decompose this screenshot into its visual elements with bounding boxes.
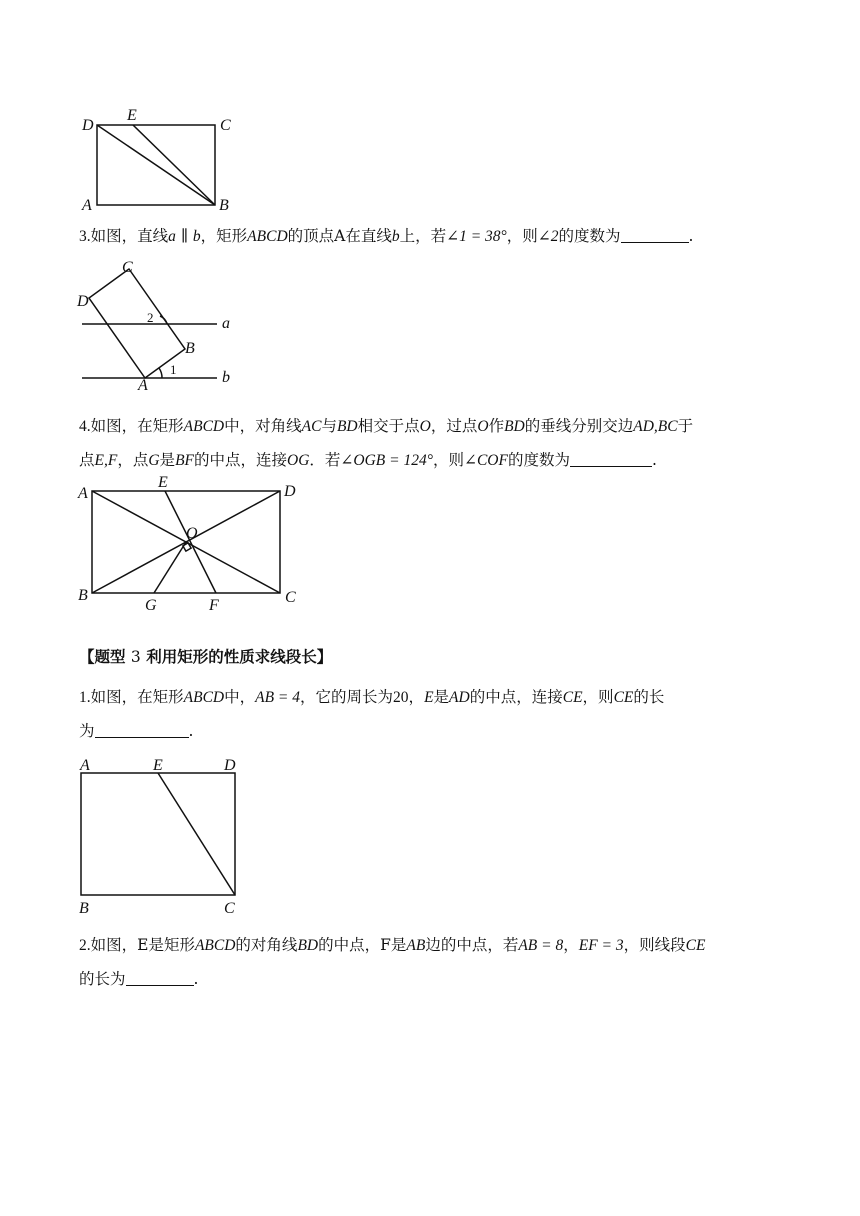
problem-2-line-2: 的长为 . (79, 970, 199, 988)
question-4-line-2: 点E,F，点G是BF的中点，连接OG．若∠OGB = 124°，则∠COF的度数为 . (79, 451, 657, 469)
label-b: B (185, 340, 195, 357)
problem-2-line-1: 2.如图，E是矩形ABCD的对角线BD的中点，F是AB边的中点，若AB = 8，EF = 3，则线段CE (79, 936, 706, 954)
figure-p1-rectangle-ce (74, 752, 254, 918)
label-c: C (224, 900, 235, 917)
label-angle-1: 1 (170, 362, 177, 377)
label-o: O (186, 525, 198, 542)
angle-2-arc (160, 316, 167, 324)
label-g: G (145, 597, 157, 614)
segment-db (97, 125, 215, 205)
label-b: B (78, 587, 88, 604)
section-heading: 【题型 3 利用矩形的性质求线段长】 (79, 647, 333, 666)
label-c: C (122, 259, 133, 276)
label-a: A (138, 377, 148, 394)
label-angle-2: 2 (147, 310, 154, 325)
segment-ce (158, 773, 235, 895)
label-c: C (285, 589, 296, 606)
figure-rectangle-deb (78, 100, 258, 218)
label-b: B (219, 197, 229, 214)
label-a: A (78, 485, 88, 502)
label-e: E (153, 757, 163, 774)
label-e: E (158, 474, 168, 491)
segment-eb (133, 125, 215, 205)
label-c: C (220, 117, 231, 134)
label-line-a: a (222, 315, 230, 332)
answer-blank[interactable] (570, 452, 652, 467)
question-4-line-1: 4.如图，在矩形ABCD中，对角线AC与BD相交于点O，过点O作BD的垂线分别交边AD,BC于 (79, 417, 694, 435)
label-a: A (82, 197, 92, 214)
rectangle-abcd (81, 773, 235, 895)
label-d: D (77, 293, 89, 310)
label-a: A (80, 757, 90, 774)
answer-blank[interactable] (621, 228, 689, 243)
answer-blank[interactable] (126, 971, 194, 986)
label-b: B (79, 900, 89, 917)
segment-og (154, 542, 186, 593)
figure-q3-parallel-lines (72, 256, 247, 396)
question-3: 3.如图，直线a ∥ b，矩形ABCD的顶点A在直线b上，若∠1 = 38°，则∠2的度数为 . (79, 227, 694, 245)
label-d: D (284, 483, 296, 500)
label-f: F (209, 597, 219, 614)
angle-1-arc (159, 368, 162, 378)
problem-1-line-1: 1.如图，在矩形ABCD中，AB = 4，它的周长为20，E是AD的中点，连接CE，则CE的长 (79, 688, 665, 706)
label-d: D (224, 757, 236, 774)
label-e: E (127, 107, 137, 124)
figure-q4-rectangle-diagonals (74, 474, 314, 616)
segment-ef (165, 491, 216, 593)
answer-blank[interactable] (95, 723, 189, 738)
label-line-b: b (222, 369, 230, 386)
label-d: D (82, 117, 94, 134)
problem-1-line-2: 为 . (79, 722, 194, 740)
